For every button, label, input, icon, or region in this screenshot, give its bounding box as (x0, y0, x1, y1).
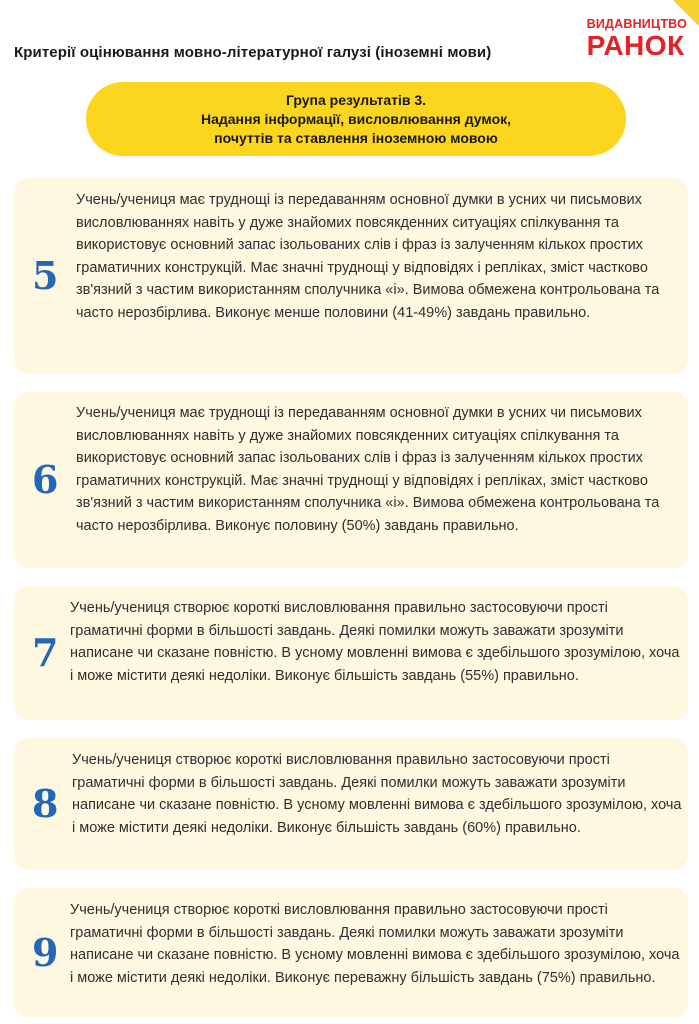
publisher-logo-line2: РАНОК (586, 29, 685, 61)
criteria-list (14, 178, 688, 1018)
criteria-description: Учень/учениця створює короткі висловлювання правильно застосовуючи прості граматичні форми в більшості завдань. Деякі помилки можуть заважати зрозуміти написане чи сказане повністю. В усному мовленні вимова є здебільшого зрозумілою, хоча і може містити деякі недоліки. Виконує переважну більшість завдань (75%) правильно. (70, 902, 680, 986)
criteria-card-grade-9 (14, 888, 688, 1018)
group-banner-line1: Група результатів 3. (285, 91, 427, 108)
criteria-card-grade-8 (14, 738, 688, 870)
publisher-logo-line1: ВИДАВНИЦТВО (586, 17, 687, 31)
results-group-banner (86, 82, 626, 156)
criteria-description: Учень/учениця створює короткі висловлювання правильно застосовуючи прості граматичні форми в більшості завдань. Деякі помилки можуть заважати зрозуміти написане чи сказане повністю. В усному мовленні вимова є здебільшого зрозумілою, хоча і може містити деякі недоліки. Виконує більшість завдань (60%) правильно. (72, 752, 682, 836)
criteria-card-grade-7 (14, 586, 688, 720)
grade-number: 9 (32, 930, 59, 975)
grade-number: 6 (32, 457, 59, 502)
grade-number: 8 (32, 781, 59, 826)
group-banner-line3: почуттів та ставлення іноземною мовою (214, 129, 498, 146)
publisher-logo (587, 18, 687, 60)
page-title: Критерії оцінювання мовно-літературної галузі (іноземні мови) (14, 44, 492, 61)
grade-number: 5 (32, 253, 59, 298)
criteria-description: Учень/учениця має труднощі із передаванням основної думки в усних чи письмових висловлюваннях навіть у дуже знайомих повсякденних ситуаціях спілкування та використовує основний запас ізольованих слів і фраз із залученням кількох простих граматичних конструкцій. Має значні труднощі у відповідях і репліках, зміст частково зв'язний з частим використанням сполучника «і». Вимова обмежена контрольована та часто нерозбірлива. Виконує половину (50%) завдань правильно. (76, 405, 660, 534)
criteria-description: Учень/учениця має труднощі із передаванням основної думки в усних чи письмових висловлюваннях навіть у дуже знайомих повсякденних ситуаціях спілкування та використовує основний запас ізольованих слів і фраз із залученням кількох простих граматичних конструкцій. Має значні труднощі у відповідях і репліках, зміст частково зв'язний з частим використанням сполучника «і». Вимова обмежена контрольована та часто нерозбірлива. Виконує менше половини (41-49%) завдань правильно. (76, 192, 660, 321)
criteria-description: Учень/учениця створює короткі висловлювання правильно застосовуючи прості граматичні форми в більшості завдань. Деякі помилки можуть заважати зрозуміти написане чи сказане повністю. В усному мовленні вимова є здебільшого зрозумілою, хоча і може містити деякі недоліки. Виконує більшість завдань (55%) правильно. (70, 600, 680, 684)
grade-number: 7 (32, 630, 59, 675)
group-banner-line2: Надання інформації, висловлювання думок, (200, 110, 512, 127)
criteria-card-grade-6 (14, 392, 688, 568)
criteria-card-grade-5 (14, 178, 688, 374)
